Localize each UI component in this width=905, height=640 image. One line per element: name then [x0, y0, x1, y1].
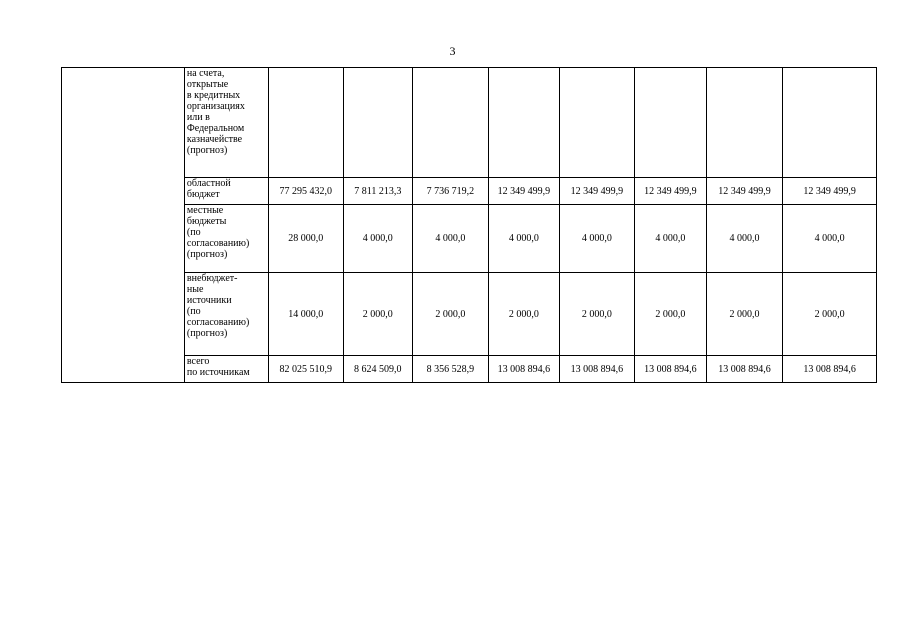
- table-row-local-budgets: [62, 205, 877, 273]
- value-cell: 13 008 894,6: [559, 356, 635, 383]
- table-row-total: [62, 356, 877, 383]
- value-cell: [412, 68, 489, 178]
- value-cell: 2 000,0: [489, 273, 560, 356]
- value-cell: 4 000,0: [344, 205, 413, 273]
- value-cell: 12 349 499,9: [706, 178, 783, 205]
- value-cell: 13 008 894,6: [706, 356, 783, 383]
- value-cell: [268, 68, 344, 178]
- value-cell: [489, 68, 560, 178]
- value-cell: [559, 68, 635, 178]
- value-cell: 8 624 509,0: [344, 356, 413, 383]
- value-cell: 12 349 499,9: [635, 178, 707, 205]
- value-cell: [783, 68, 877, 178]
- value-cell: 28 000,0: [268, 205, 344, 273]
- value-cell: 2 000,0: [559, 273, 635, 356]
- value-cell: [635, 68, 707, 178]
- value-cell: 13 008 894,6: [783, 356, 877, 383]
- row-label: всего по источникам: [184, 356, 268, 383]
- row-label: местные бюджеты (по согласованию) (прогноз): [184, 205, 268, 273]
- value-cell: 2 000,0: [412, 273, 489, 356]
- value-cell: 82 025 510,9: [268, 356, 344, 383]
- page-number: 3: [449, 44, 456, 58]
- table-row-extrabudgetary: [62, 273, 877, 356]
- value-cell: 8 356 528,9: [412, 356, 489, 383]
- value-cell: 13 008 894,6: [489, 356, 560, 383]
- table-row-accounts: [62, 68, 877, 178]
- value-cell: 13 008 894,6: [635, 356, 707, 383]
- table-row-regional-budget: [62, 178, 877, 205]
- value-cell: [344, 68, 413, 178]
- value-cell: 12 349 499,9: [489, 178, 560, 205]
- value-cell: 7 811 213,3: [344, 178, 413, 205]
- row-label: областной бюджет: [184, 178, 268, 205]
- value-cell: 4 000,0: [783, 205, 877, 273]
- value-cell: 4 000,0: [706, 205, 783, 273]
- value-cell: 77 295 432,0: [268, 178, 344, 205]
- value-cell: 4 000,0: [489, 205, 560, 273]
- value-cell: 4 000,0: [559, 205, 635, 273]
- value-cell: 2 000,0: [344, 273, 413, 356]
- empty-category-cell: [62, 68, 185, 383]
- value-cell: 12 349 499,9: [559, 178, 635, 205]
- value-cell: 7 736 719,2: [412, 178, 489, 205]
- value-cell: 12 349 499,9: [783, 178, 877, 205]
- value-cell: 2 000,0: [635, 273, 707, 356]
- value-cell: [706, 68, 783, 178]
- row-label: на счета, открытые в кредитных организациях или в Федеральном казначействе (прогноз): [184, 68, 268, 178]
- value-cell: 2 000,0: [783, 273, 877, 356]
- value-cell: 4 000,0: [412, 205, 489, 273]
- value-cell: 14 000,0: [268, 273, 344, 356]
- budget-table: [61, 67, 877, 383]
- value-cell: 2 000,0: [706, 273, 783, 356]
- row-label: внебюджет- ные источники (по согласованию) (прогноз): [184, 273, 268, 356]
- value-cell: 4 000,0: [635, 205, 707, 273]
